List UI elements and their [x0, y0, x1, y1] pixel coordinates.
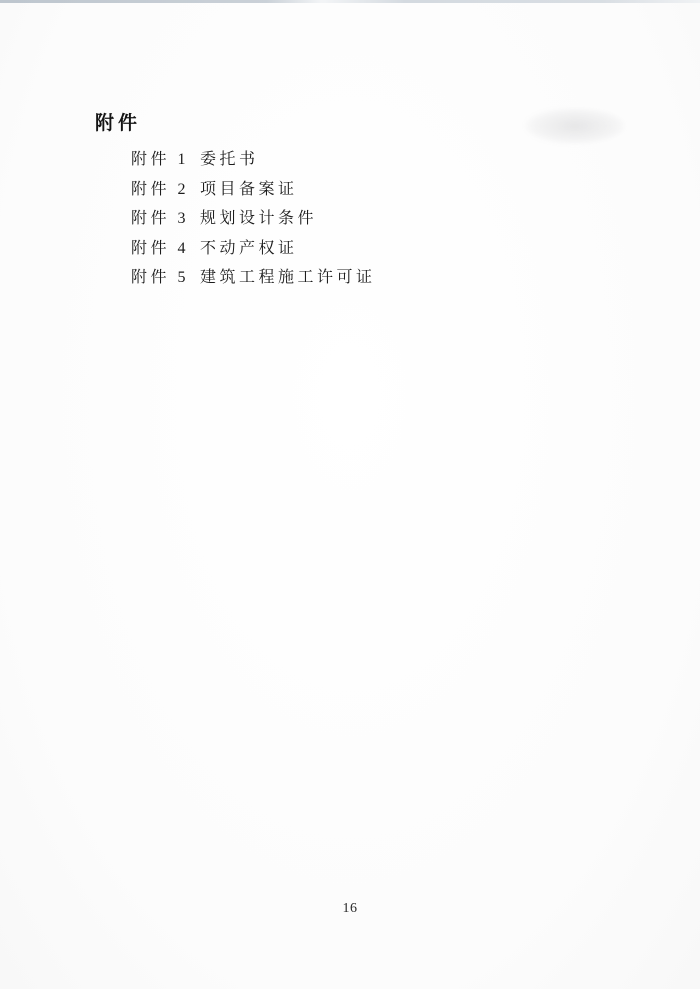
attachment-item-3 — [131, 205, 551, 235]
attachment-title: 不动产权证 — [200, 239, 298, 257]
ink-smudge-artifact — [525, 108, 625, 144]
attachment-item-2 — [131, 176, 551, 206]
scan-edge-artifact — [0, 0, 700, 3]
attachment-number: 附件 3 — [131, 210, 190, 227]
page-number: 16 — [342, 901, 358, 916]
attachment-number: 附件 1 — [131, 151, 190, 168]
attachment-title: 项目备案证 — [200, 180, 298, 198]
attachment-item-5 — [131, 264, 551, 294]
attachment-item-1 — [131, 146, 551, 176]
attachment-number: 附件 4 — [131, 239, 190, 257]
attachment-title: 建筑工程施工许可证 — [200, 269, 376, 286]
attachment-number: 附件 5 — [131, 269, 190, 286]
attachment-title: 委托书 — [200, 151, 259, 168]
attachment-title: 规划设计条件 — [200, 210, 318, 227]
attachment-list — [131, 146, 551, 294]
attachment-item-4 — [131, 235, 551, 265]
attachments-heading: 附件 — [95, 113, 142, 134]
attachment-number: 附件 2 — [131, 180, 190, 198]
